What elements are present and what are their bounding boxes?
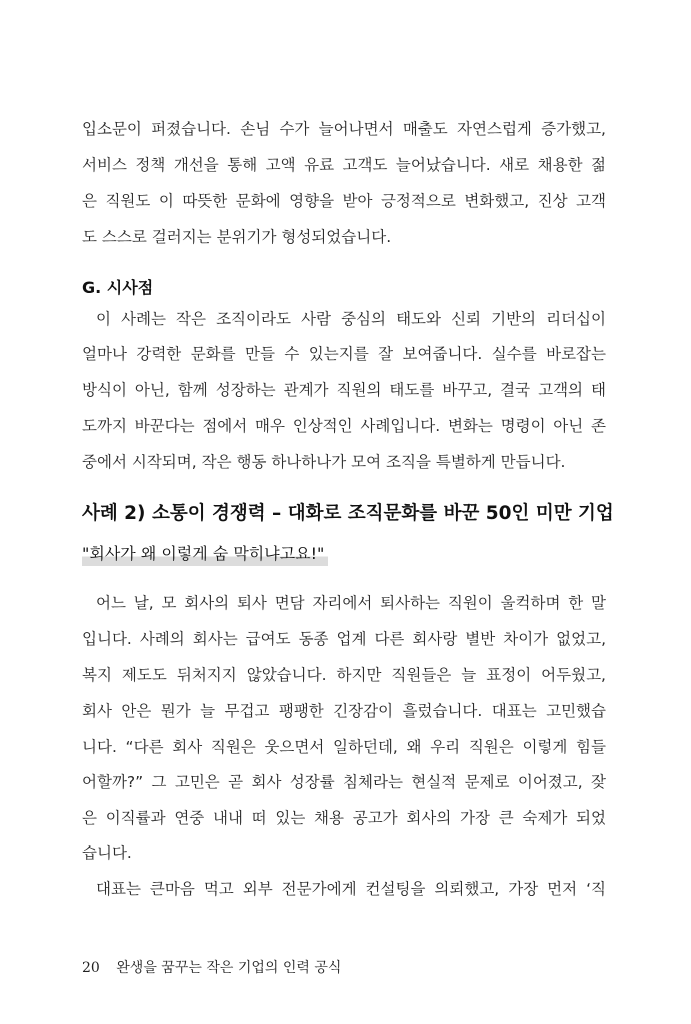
text-line: 이 사례는 작은 조직이라도 사람 중심의 태도와 신뢰 기반의 리더십이 <box>96 310 606 328</box>
text-line: 도 스스로 걸러지는 분위기가 형성되었습니다. <box>82 228 392 246</box>
text-line: 얼마나 강력한 문화를 만들 수 있는지를 잘 보여줍니다. 실수를 바로잡는 <box>82 345 606 363</box>
text-line: 도까지 바꾼다는 점에서 매우 인상적인 사례입니다. 변화는 명령이 아닌 존 <box>82 417 606 435</box>
text-line: 어느 날, 모 회사의 퇴사 면담 자리에서 퇴사하는 직원이 울컥하며 한 말 <box>96 594 606 612</box>
text-line: 은 직원도 이 따뜻한 문화에 영향을 받아 긍정적으로 변화했고, 진상 고객 <box>82 192 606 210</box>
section-heading-g: G. 시사점 <box>82 278 154 297</box>
text-line: 입니다. 사례의 회사는 급여도 동종 업계 다른 회사랑 별반 차이가 없었고, <box>82 630 606 648</box>
text-line: 어할까?” 그 고민은 곧 회사 성장률 침체라는 현실적 문제로 이어졌고, 잦 <box>82 773 606 791</box>
text-line: 습니다. <box>82 844 132 862</box>
page-footer <box>82 957 341 977</box>
case-quote: "회사가 왜 이렇게 숨 막히냐고요!" <box>82 541 328 566</box>
case-heading: 사례 2) 소통이 경쟁력 – 대화로 조직문화를 바꾼 50인 미만 기업 <box>82 503 614 524</box>
text-line: 은 이직률과 연중 내내 떠 있는 채용 공고가 회사의 가장 큰 숙제가 되었 <box>82 809 606 827</box>
text-line: 대표는 큰마음 먹고 외부 전문가에게 컨설팅을 의뢰했고, 가장 먼저 ‘직 <box>96 880 606 898</box>
text-line: 중에서 시작되며, 작은 행동 하나하나가 모여 조직을 특별하게 만듭니다. <box>82 453 566 471</box>
book-title: 완생을 꿈꾸는 작은 기업의 인력 공식 <box>116 960 342 976</box>
text-line: 복지 제도도 뒤처지지 않았습니다. 하지만 직원들은 늘 표정이 어두웠고, <box>82 666 606 684</box>
text-line: 니다. “다른 회사 직원은 웃으면서 일하던데, 왜 우리 직원은 이렇게 힘들 <box>82 738 606 756</box>
text-line: 회사 안은 뭔가 늘 무겁고 팽팽한 긴장감이 흘렀습니다. 대표는 고민했습 <box>82 702 606 720</box>
text-line: 입소문이 퍼졌습니다. 손님 수가 늘어나면서 매출도 자연스럽게 증가했고, <box>82 120 606 138</box>
text-line: 방식이 아닌, 함께 성장하는 관계가 직원의 태도를 바꾸고, 결국 고객의 태 <box>82 381 606 399</box>
text-line: 서비스 정책 개선을 통해 고액 유료 고객도 늘어났습니다. 새로 채용한 젊 <box>82 156 606 174</box>
page-number: 20 <box>82 960 100 976</box>
